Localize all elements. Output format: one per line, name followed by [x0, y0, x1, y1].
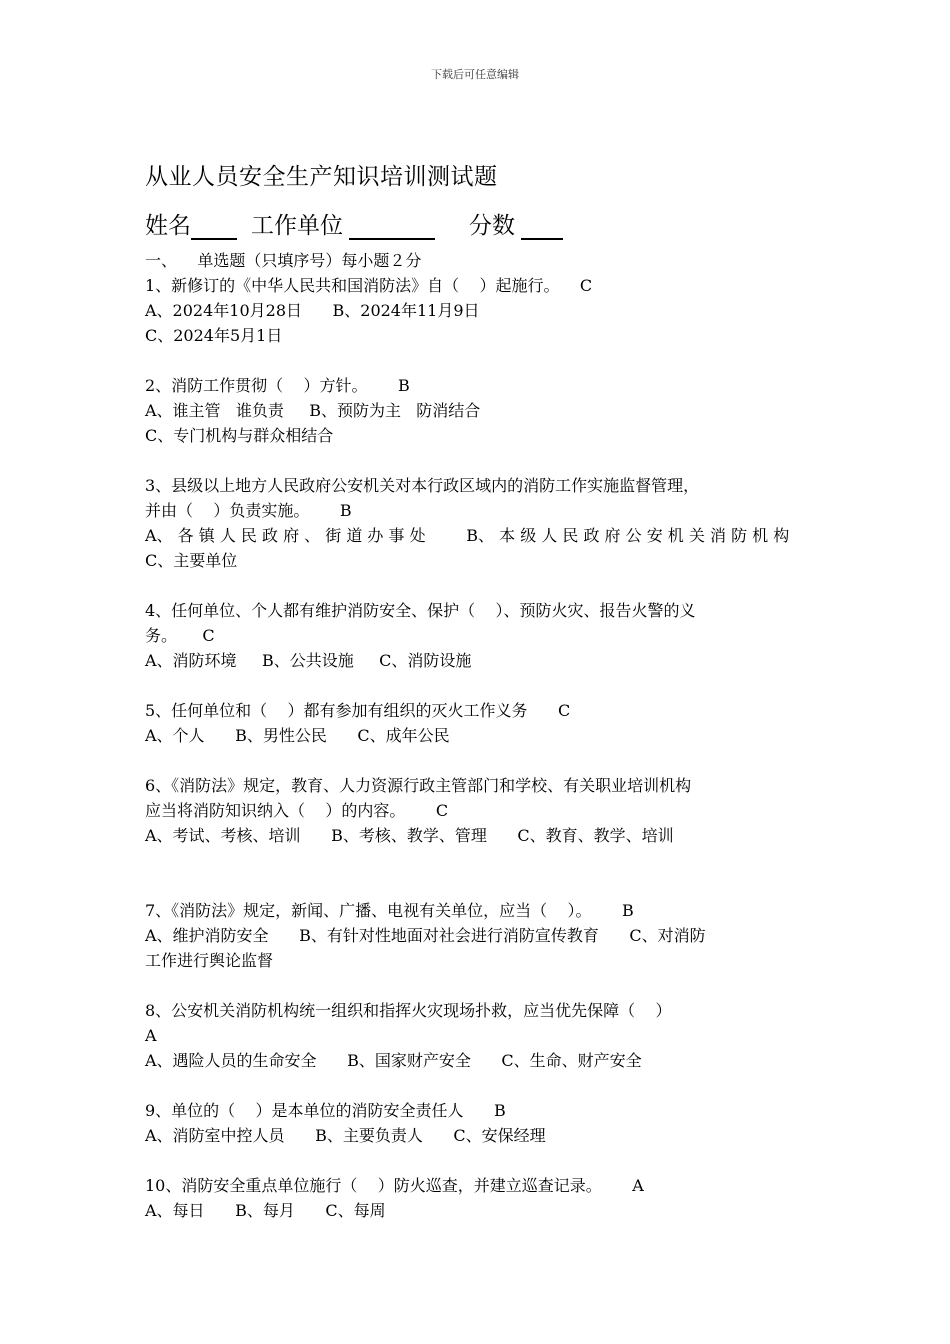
question-1: [145, 273, 810, 348]
info-row: [145, 207, 577, 240]
question-line: A、消防环境 B、公共设施 C、消防设施: [145, 651, 472, 670]
question-line: A、谁主管 谁负责 B、预防为主 防消结合: [145, 401, 481, 420]
question-line: 应当将消防知识纳入（ ）的内容。 C: [145, 801, 449, 820]
question-line: A、遇险人员的生命安全 B、国家财产安全 C、生命、财产安全: [145, 1051, 642, 1070]
question-text: 7、《消防法》规定，新闻、广播、电视有关单位，应当（ ）。 B: [145, 901, 634, 920]
section-heading: 一、 单选题（只填序号）每小题２分: [145, 251, 422, 270]
question-text: 8、公安机关消防机构统一组织和指挥火灾现场扑救，应当优先保障（ ）: [145, 1001, 672, 1020]
unit-blank[interactable]: [349, 214, 435, 240]
question-3: [145, 473, 810, 573]
question-line: A、2024年10月28日 B、2024年11月9日: [145, 301, 480, 320]
question-text: 3、县级以上地方人民政府公安机关对本行政区域内的消防工作实施监督管理，: [145, 476, 700, 495]
question-line: 务。 C: [145, 626, 215, 645]
question-line: C、2024年5月1日: [145, 326, 283, 345]
question-list: [145, 248, 810, 1248]
question-4: [145, 598, 810, 673]
question-2: [145, 373, 810, 448]
page-title: 从业人员安全生产知识培训测试题: [145, 164, 498, 190]
name-label: 姓名: [145, 213, 191, 239]
question-text: 10、消防安全重点单位施行（ ）防火巡查，并建立巡查记录。 A: [145, 1176, 644, 1195]
question-line: A: [145, 1026, 157, 1045]
question-7: [145, 898, 810, 973]
question-line: A、 各 镇 人 民 政 府 、 街 道 办 事 处 B、 本 级 人 民 政 府 公 安 机 关 消 防 机 构: [145, 526, 790, 545]
question-line: 并由（ ）负责实施。 B: [145, 501, 352, 520]
question-5: [145, 698, 810, 748]
question-line: 工作进行舆论监督: [145, 951, 274, 970]
question-line: C、专门机构与群众相结合: [145, 426, 334, 445]
question-text: 9、单位的（ ）是本单位的消防安全责任人 B: [145, 1101, 506, 1120]
question-10: [145, 1173, 810, 1223]
question-9: [145, 1098, 810, 1148]
score-blank[interactable]: [521, 214, 563, 240]
question-6: [145, 773, 810, 848]
question-text: 4、任何单位、个人都有维护消防安全、保护（ ）、预防火灾、报告火警的义: [145, 601, 696, 620]
question-line: C、主要单位: [145, 551, 238, 570]
question-line: A、每日 B、每月 C、每周: [145, 1201, 386, 1220]
question-line: A、考试、考核、培训 B、考核、教学、管理 C、教育、教学、培训: [145, 826, 674, 845]
name-blank[interactable]: [191, 214, 237, 240]
question-text: 6、《消防法》规定，教育、人力资源行政主管部门和学校、有关职业培训机构: [145, 776, 692, 795]
question-text: 5、任何单位和（ ）都有参加有组织的灭火工作义务 C: [145, 701, 571, 720]
question-line: A、维护消防安全 B、有针对性地面对社会进行消防宣传教育 C、对消防: [145, 926, 706, 945]
question-line: A、个人 B、男性公民 C、成年公民: [145, 726, 450, 745]
question-line: A、消防室中控人员 B、主要负责人 C、安保经理: [145, 1126, 546, 1145]
page-header-note: 下载后可任意编辑: [431, 68, 519, 81]
score-label: 分数: [469, 213, 515, 239]
question-8: [145, 998, 810, 1073]
question-text: 2、消防工作贯彻（ ）方针。 B: [145, 376, 410, 395]
unit-label: 工作单位: [251, 213, 343, 239]
question-text: 1、新修订的《中华人民共和国消防法》自（ ）起施行。 C: [145, 276, 593, 295]
